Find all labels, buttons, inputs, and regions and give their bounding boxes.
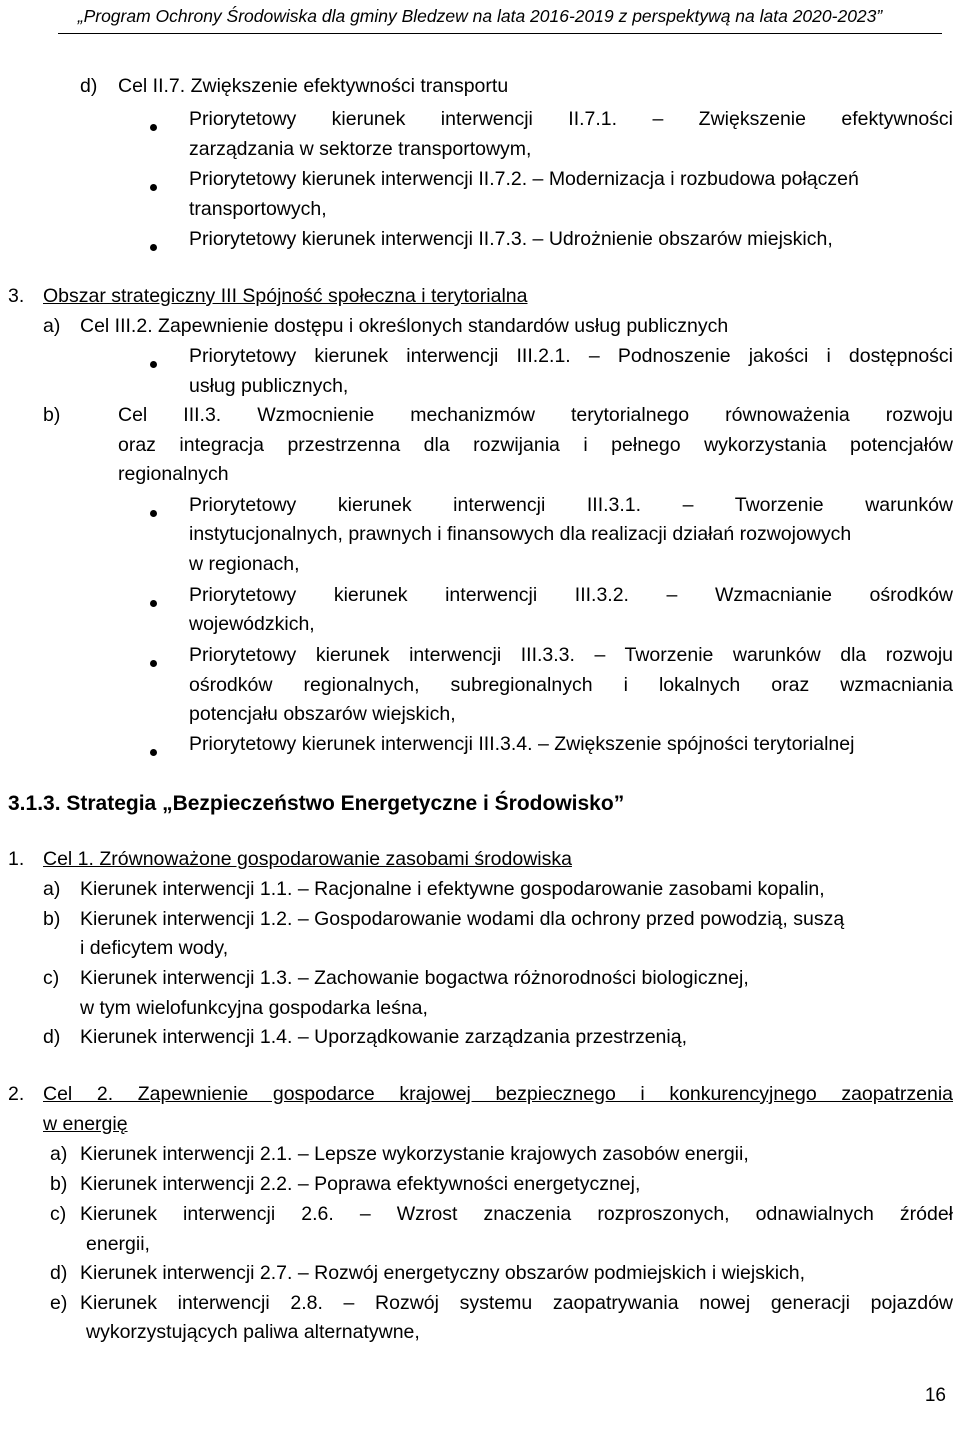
- list-marker: d): [43, 1026, 61, 1048]
- list-marker: b): [50, 1173, 68, 1195]
- list-marker: a): [43, 315, 61, 337]
- goal-title: Cel II.7. Zwiększenie efektywności transportu: [118, 75, 509, 97]
- list-item: Kierunek interwencji 1.1. – Racjonalne i efektywne gospodarowanie zasobami kopalin,: [80, 878, 825, 900]
- bullet-icon: [150, 361, 157, 368]
- list-marker: a): [43, 878, 61, 900]
- section-title: Obszar strategiczny III Spójność społeczna i terytorialna: [43, 285, 528, 307]
- list-item: Kierunek interwencji 1.2. – Gospodarowanie wodami dla ochrony przed powodzią, suszą: [80, 908, 845, 930]
- bullet-icon: [150, 244, 157, 251]
- goal-title: Cel III.2. Zapewnienie dostępu i określonych standardów usług publicznych: [80, 315, 729, 337]
- section-number: 2.: [8, 1083, 25, 1105]
- list-item: Kierunek interwencji 2.1. – Lepsze wykorzystanie krajowych zasobów energii,: [80, 1143, 749, 1165]
- bullet-text: instytucjonalnych, prawnych i finansowych dla realizacji działań rozwojowych: [189, 523, 852, 545]
- list-marker: b): [43, 908, 61, 930]
- bullet-text: Priorytetowy kierunek interwencji II.7.1. – Zwiększenie efektywności: [189, 108, 953, 130]
- bullet-text: Priorytetowy kierunek interwencji III.3.4. – Zwiększenie spójności terytorialnej: [189, 733, 855, 755]
- bullet-text: w regionach,: [189, 553, 300, 575]
- list-item: i deficytem wody,: [80, 937, 229, 959]
- list-item: Kierunek interwencji 2.6. – Wzrost znaczenia rozproszonych, odnawialnych źródeł: [80, 1203, 953, 1225]
- goal-title: oraz integracja przestrzenna dla rozwijania i pełnego wykorzystania potencjałów: [118, 434, 953, 456]
- page-header: „Program Ochrony Środowiska dla gminy Bledzew na lata 2016-2019 z perspektywą na lata 2020-2023”: [77, 6, 883, 26]
- list-item: wykorzystujących paliwa alternatywne,: [86, 1321, 420, 1343]
- list-marker: b): [43, 404, 61, 426]
- section-heading: 3.1.3. Strategia „Bezpieczeństwo Energetyczne i Środowisko”: [8, 792, 625, 815]
- bullet-text: Priorytetowy kierunek interwencji II.7.2. – Modernizacja i rozbudowa połączeń: [189, 168, 859, 190]
- list-marker: c): [43, 967, 60, 989]
- goal-title: regionalnych: [118, 463, 229, 485]
- section-number: 1.: [8, 848, 25, 870]
- list-item: Kierunek interwencji 2.2. – Poprawa efektywności energetycznej,: [80, 1173, 641, 1195]
- list-marker: e): [50, 1292, 68, 1314]
- list-marker: c): [50, 1203, 67, 1225]
- bullet-text: Priorytetowy kierunek interwencji III.3.1. – Tworzenie warunków: [189, 494, 953, 516]
- goal-title: Cel 2. Zapewnienie gospodarce krajowej bezpiecznego i konkurencyjnego zaopatrzenia: [43, 1083, 953, 1105]
- bullet-text: transportowych,: [189, 198, 327, 220]
- bullet-text: ośrodków regionalnych, subregionalnych i lokalnych oraz wzmacniania: [189, 674, 953, 696]
- bullet-text: potencjału obszarów wiejskich,: [189, 703, 456, 725]
- goal-title: Cel III.3. Wzmocnienie mechanizmów terytorialnego równoważenia rozwoju: [118, 404, 953, 426]
- list-item: Kierunek interwencji 2.8. – Rozwój systemu zaopatrywania nowej generacji pojazdów: [80, 1292, 953, 1314]
- bullet-text: Priorytetowy kierunek interwencji II.7.3. – Udrożnienie obszarów miejskich,: [189, 228, 833, 250]
- list-item: Kierunek interwencji 1.3. – Zachowanie bogactwa różnorodności biologicznej,: [80, 967, 749, 989]
- list-item: w tym wielofunkcyjna gospodarka leśna,: [80, 997, 428, 1019]
- header-divider: [58, 33, 942, 34]
- list-item: energii,: [86, 1233, 150, 1255]
- goal-title: w energię: [43, 1113, 128, 1135]
- bullet-icon: [150, 749, 157, 756]
- list-item: Kierunek interwencji 1.4. – Uporządkowanie zarządzania przestrzenią,: [80, 1026, 687, 1048]
- page-number: 16: [924, 1385, 946, 1406]
- bullet-text: wojewódzkich,: [189, 613, 315, 635]
- list-marker: d): [80, 75, 98, 97]
- list-marker: a): [50, 1143, 68, 1165]
- list-item: Kierunek interwencji 2.7. – Rozwój energetyczny obszarów podmiejskich i wiejskich,: [80, 1262, 806, 1284]
- bullet-text: zarządzania w sektorze transportowym,: [189, 138, 532, 160]
- bullet-text: usług publicznych,: [189, 375, 349, 397]
- bullet-icon: [150, 510, 157, 517]
- list-marker: d): [50, 1262, 68, 1284]
- bullet-text: Priorytetowy kierunek interwencji III.2.1. – Podnoszenie jakości i dostępności: [189, 345, 953, 367]
- bullet-icon: [150, 124, 157, 131]
- bullet-text: Priorytetowy kierunek interwencji III.3.2. – Wzmacnianie ośrodków: [189, 584, 953, 606]
- bullet-icon: [150, 660, 157, 667]
- bullet-text: Priorytetowy kierunek interwencji III.3.3. – Tworzenie warunków dla rozwoju: [189, 644, 953, 666]
- bullet-icon: [150, 184, 157, 191]
- goal-title: Cel 1. Zrównoważone gospodarowanie zasobami środowiska: [43, 848, 572, 870]
- section-number: 3.: [8, 285, 25, 307]
- bullet-icon: [150, 600, 157, 607]
